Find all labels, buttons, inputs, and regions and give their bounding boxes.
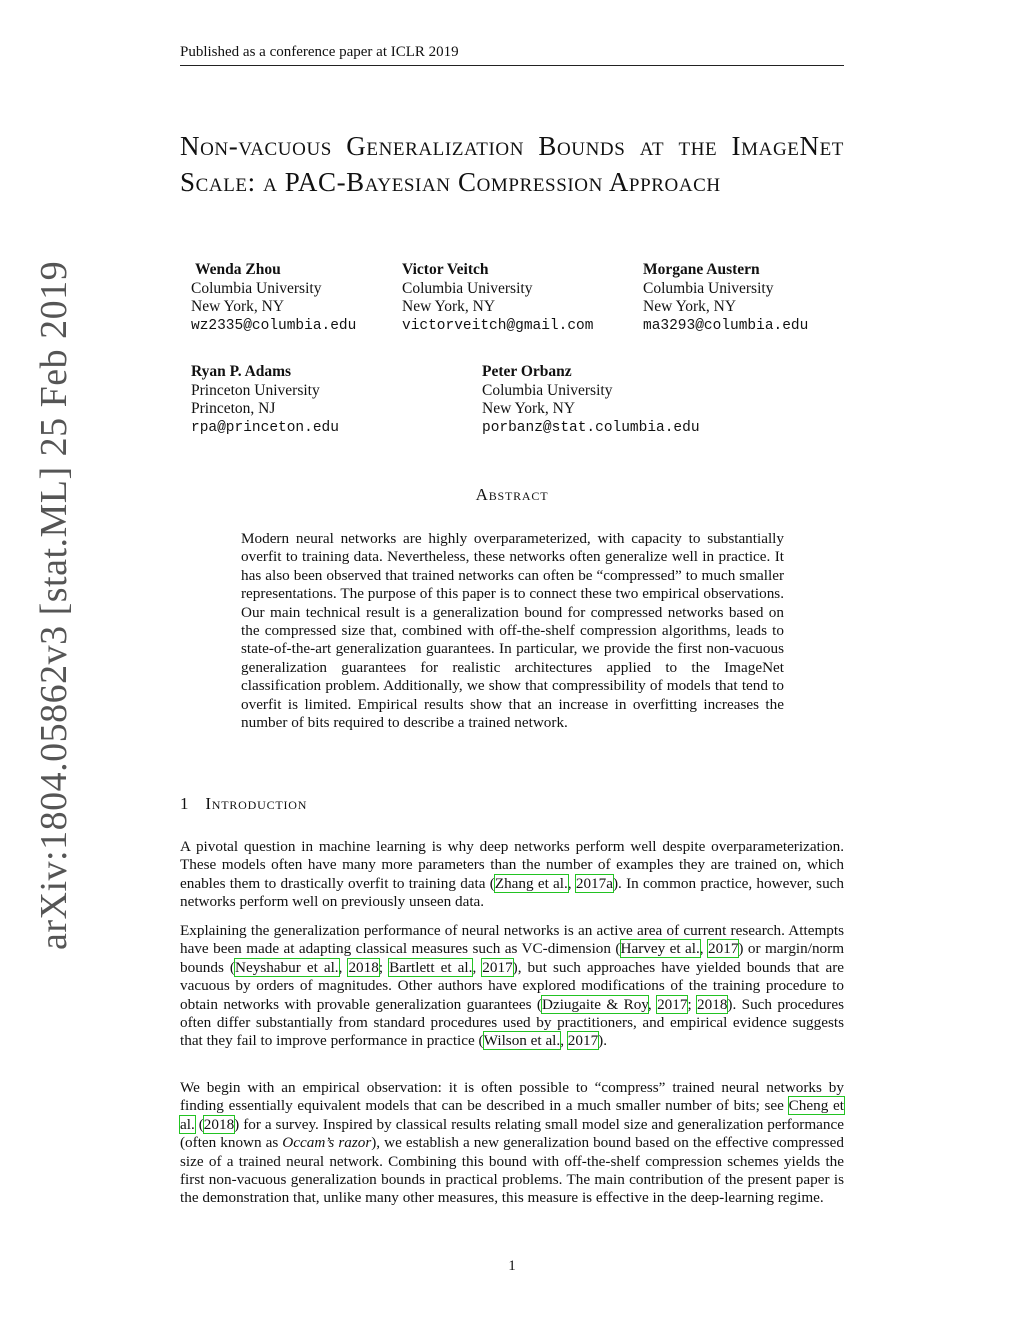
paragraph-text: ) or margin/norm bounds ( — [180, 940, 845, 976]
author-location: New York, NY — [191, 298, 285, 315]
author-affiliation: Princeton University — [191, 381, 320, 399]
author-email[interactable]: wz2335@columbia.edu — [191, 317, 357, 334]
citation-link[interactable]: Zhang et al. — [494, 874, 568, 892]
paragraph-text: ). Such procedures often differ substantially from standard procedures used by practitioners, and empirical evidence suggests that they fail to improve performance in practice ( — [180, 995, 845, 1050]
author-name: Ryan P. Adams — [191, 363, 292, 380]
citation-link[interactable]: Bartlett et al. — [389, 958, 473, 976]
author-name: Wenda Zhou — [195, 261, 281, 278]
citation-link[interactable]: Harvey et al. — [620, 940, 700, 958]
author-affiliation: Columbia University — [482, 381, 613, 399]
citation-link[interactable]: 2017 — [482, 958, 513, 976]
author-email[interactable]: victorveitch@gmail.com — [402, 317, 594, 334]
paragraph-text: , — [567, 874, 576, 892]
citation-link[interactable]: 2017 — [567, 1032, 599, 1050]
paragraph-text: ( — [194, 1115, 204, 1133]
citation-link[interactable]: Dziugaite & Roy — [541, 995, 648, 1013]
author-block — [191, 363, 339, 437]
intro-paragraph-3 — [180, 1079, 844, 1208]
citation-link[interactable]: 2018 — [348, 958, 379, 976]
author-email[interactable]: rpa@princeton.edu — [191, 419, 339, 436]
intro-paragraph-1 — [180, 838, 844, 912]
author-location: New York, NY — [643, 298, 737, 315]
arxiv-identifier: arXiv:1804.05862v3 [stat.ML] 25 Feb 2019 — [33, 260, 75, 950]
running-header: Published as a conference paper at ICLR 2019 — [180, 44, 844, 66]
author-location: Princeton, NJ — [191, 400, 276, 417]
paragraph-text: A pivotal question in machine learning is why deep networks perform well despite overparameterization. These models often have many more parameters than the number of examples they are trained on, which enables them to drastically overfit to training data ( — [180, 838, 844, 892]
paragraph-text: , — [560, 1032, 568, 1050]
author-affiliation: Columbia University — [643, 279, 774, 297]
author-email[interactable]: porbanz@stat.columbia.edu — [482, 419, 700, 436]
paragraph-text: ). In common practice, however, such networks perform well on previously unseen data. — [180, 874, 844, 911]
paragraph-text: , — [338, 958, 349, 976]
section-number: 1 — [180, 794, 190, 813]
author-block — [643, 261, 808, 335]
paragraph-text: ). — [598, 1032, 608, 1050]
author-location: New York, NY — [482, 400, 576, 417]
section-heading — [180, 794, 307, 814]
section-title: Introduction — [205, 794, 308, 813]
author-email[interactable]: ma3293@columbia.edu — [643, 317, 809, 334]
abstract-heading: Abstract — [475, 485, 549, 504]
paragraph-text: ) for a survey. Inspired by classical results relating small model size and generalization performance (often known as — [180, 1115, 844, 1152]
author-block — [191, 261, 356, 335]
citation-link[interactable]: Wilson et al. — [483, 1032, 561, 1050]
paragraph-text: , — [699, 940, 709, 958]
paragraph-text: ), we establish a new generalization bound based on the effective compressed size of a trained neural network. Combining this bound with off-the-shelf compression schemes yields the first non-vacuous generalization bounds in practical problems. The main contribution of the present paper is the demonstration that, unlike many other measures, this measure is effective in the deep-learning regime. — [180, 1134, 844, 1207]
citation-link[interactable]: 2017a — [575, 874, 613, 892]
paragraph-text: We begin with an empirical observation: it is often possible to “compress” trained neural networks by finding essentially equivalent models that can be described in a much smaller number of bits; see — [180, 1079, 844, 1115]
paragraph-text: ; — [378, 958, 390, 976]
author-name: Morgane Austern — [643, 261, 760, 278]
paragraph-text: , — [647, 995, 658, 1013]
citation-link[interactable]: 2017 — [657, 995, 688, 1013]
paragraph-text: Explaining the generalization performance of neural networks is an active area of current research. Attempts have been made at adapting classical measures such as VC-dimension ( — [180, 922, 844, 958]
author-affiliation: Columbia University — [402, 279, 533, 297]
citation-link[interactable]: Neyshabur et al. — [234, 958, 339, 976]
author-block — [482, 363, 700, 437]
citation-link[interactable]: 2018 — [203, 1115, 235, 1133]
emphasis-text: Occam’s razor — [282, 1134, 372, 1152]
author-block — [402, 261, 593, 335]
author-affiliation: Columbia University — [191, 279, 322, 297]
citation-link[interactable]: 2018 — [697, 995, 728, 1013]
author-location: New York, NY — [402, 298, 496, 315]
abstract-text: Modern neural networks are highly overparameterized, with capacity to substantially overfit to training data. Nevertheless, these networks often generalize well in practice. It has also been observed that trained networks can often be “compressed” to much smaller representations. The purpose of this paper is to connect these two empirical observations. Our main technical result is a generalization bound for compressed networks based on the compressed size that, combined with off-the-shelf compression algorithms, leads to state-of-the-art generalization guarantees. In particular, we provide the first non-vacuous generalization guarantees for realistic architectures applied to the ImageNet classification problem. Additionally, we show that compressibility of models that tend to overfit is limited. Empirical results show that an increase in overfitting increases the number of bits required to describe a trained network. — [241, 530, 784, 732]
paragraph-text: , — [472, 958, 483, 976]
citation-link[interactable]: 2017 — [708, 940, 739, 958]
paragraph-text: ; — [687, 995, 698, 1013]
page-number: 1 — [508, 1258, 516, 1274]
citation-link[interactable]: Cheng et al. — [180, 1097, 844, 1133]
author-name: Peter Orbanz — [482, 363, 572, 380]
paper-title: Non-vacuous Generalization Bounds at the ImageNet Scale: a PAC-Bayesian Compression Approach — [180, 131, 844, 197]
paragraph-text: ), but such approaches have yielded bounds that are vacuous by orders of magnitudes. Other authors have explored modifications of the training procedure to obtain networks with provable generalization guarantees ( — [180, 958, 844, 1013]
author-name: Victor Veitch — [402, 261, 489, 278]
intro-paragraph-2 — [180, 922, 844, 1051]
